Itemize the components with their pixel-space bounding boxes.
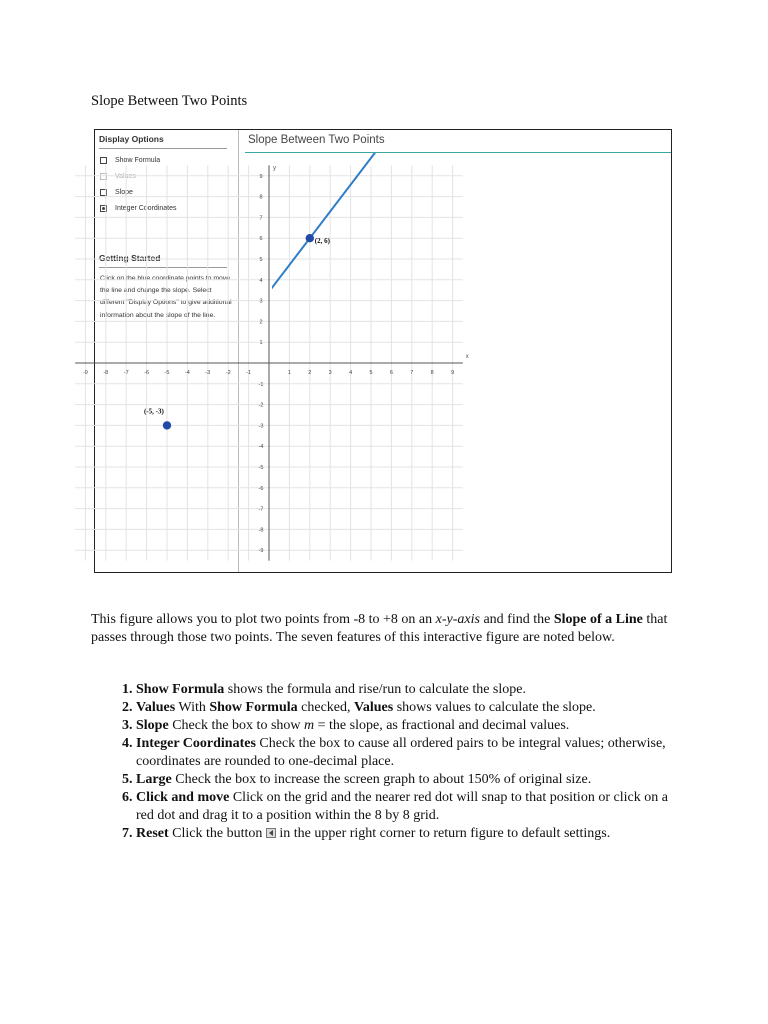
feature-item bbox=[136, 735, 681, 771]
feature-term: Values bbox=[136, 700, 176, 715]
axes bbox=[75, 165, 469, 560]
feature-term: Slope bbox=[136, 718, 169, 733]
y-tick-label: 1 bbox=[259, 340, 263, 347]
y-tick-label: 5 bbox=[259, 257, 263, 263]
x-tick-label: -9 bbox=[82, 370, 88, 376]
y-axis-label: y bbox=[273, 165, 276, 172]
document-title: Slope Between Two Points bbox=[91, 93, 248, 109]
x-tick-label: -8 bbox=[103, 370, 109, 376]
x-tick-label: -6 bbox=[144, 370, 150, 376]
y-tick-label: 7 bbox=[259, 215, 263, 222]
x-tick-label: 4 bbox=[349, 370, 353, 376]
y-tick-label: 3 bbox=[259, 298, 263, 305]
x-tick-label: 5 bbox=[369, 370, 373, 376]
y-tick-label: -9 bbox=[258, 548, 264, 555]
x-tick-label: -1 bbox=[246, 370, 252, 376]
display-options-heading: Display Options bbox=[99, 134, 227, 149]
feature-list bbox=[91, 681, 681, 843]
intro-part2: and find the bbox=[479, 612, 554, 627]
feature-text: = the slope, as fractional and decimal values. bbox=[314, 718, 570, 733]
intro-part3: that passes through those two points. The seven features of this interactive figure are noted below. bbox=[91, 612, 668, 645]
option-label: Integer Coordinates bbox=[115, 205, 177, 212]
option-label: Slope bbox=[115, 189, 133, 196]
feature-item bbox=[136, 681, 681, 699]
point-b[interactable] bbox=[163, 421, 171, 429]
x-tick-label: 7 bbox=[410, 370, 414, 376]
x-tick-label: -7 bbox=[123, 370, 129, 376]
points-group[interactable] bbox=[144, 234, 331, 430]
y-tick-label: -6 bbox=[258, 485, 264, 492]
x-tick-label: 6 bbox=[389, 370, 393, 376]
point-a[interactable] bbox=[306, 234, 314, 242]
panel-title: Slope Between Two Points bbox=[248, 134, 385, 146]
feature-term: Show Formula bbox=[136, 682, 225, 697]
feature-text: Check the box to increase the screen graph to about 150% of original size. bbox=[171, 772, 592, 787]
feature-term: Values bbox=[354, 700, 394, 715]
coordinate-graph[interactable] bbox=[82, 130, 671, 572]
feature-var: m bbox=[304, 718, 315, 733]
feature-item bbox=[136, 699, 681, 717]
x-tick-label: 3 bbox=[328, 370, 332, 376]
x-axis-label: x bbox=[465, 354, 469, 360]
feature-text: shows the formula and rise/run to calculate the slope. bbox=[224, 682, 526, 697]
y-tick-label: 9 bbox=[259, 173, 263, 180]
y-tick-label: -2 bbox=[258, 402, 264, 409]
feature-item bbox=[136, 771, 681, 789]
feature-text: Click the button bbox=[168, 826, 266, 841]
intro-part1: This figure allows you to plot two points from -8 to +8 on an bbox=[91, 612, 436, 627]
feature-item bbox=[136, 717, 681, 735]
feature-term: Reset bbox=[136, 826, 169, 841]
intro-axis-term: x-y-axis bbox=[435, 612, 480, 627]
y-tick-label: -4 bbox=[258, 444, 264, 451]
x-tick-label: -2 bbox=[225, 370, 231, 376]
feature-term: Large bbox=[136, 772, 172, 787]
y-tick-label: 2 bbox=[259, 319, 263, 326]
feature-item bbox=[136, 789, 681, 825]
getting-started-heading: Getting Started bbox=[99, 253, 227, 268]
getting-started-text: Click on the blue coordinate points to move the line and change the slope. Select different "Display Options" to give additional information about the slope of the line. bbox=[100, 275, 232, 319]
reset-icon bbox=[266, 828, 276, 838]
y-tick-label: -8 bbox=[258, 527, 264, 534]
point-label: (2, 6) bbox=[314, 237, 330, 246]
y-tick-label: -3 bbox=[258, 423, 264, 430]
feature-term: Integer Coordinates bbox=[136, 736, 256, 751]
y-tick-label: 8 bbox=[259, 194, 263, 201]
x-tick-label: -5 bbox=[164, 370, 170, 376]
y-tick-label: 4 bbox=[259, 277, 263, 284]
feature-text: Check the box to show bbox=[168, 718, 305, 733]
x-tick-label: 9 bbox=[451, 370, 455, 376]
point-label: (-5, -3) bbox=[144, 407, 164, 416]
feature-text: With bbox=[175, 700, 210, 715]
x-tick-label: -3 bbox=[205, 370, 211, 376]
feature-text: Check the box to cause all ordered pairs to be integral values; otherwise, coordinates are rounded to one-decimal place. bbox=[136, 736, 666, 769]
feature-text: Click on the grid and the nearer red dot will snap to that position or click on a red dot and drag it to a position within the 8 by 8 grid. bbox=[136, 790, 668, 823]
slope-figure bbox=[82, 129, 672, 573]
feature-text: in the upper right corner to return figure to default settings. bbox=[275, 826, 611, 841]
x-tick-label: 8 bbox=[430, 370, 434, 376]
option-label: Values bbox=[115, 173, 136, 180]
x-tick-label: 2 bbox=[308, 370, 312, 376]
x-tick-label: -4 bbox=[184, 370, 190, 376]
feature-term: Click and move bbox=[136, 790, 230, 805]
feature-text: shows values to calculate the slope. bbox=[393, 700, 596, 715]
x-tick-label: 1 bbox=[287, 370, 291, 376]
intro-bold-term: Slope of a Line bbox=[553, 612, 643, 627]
y-tick-label: -1 bbox=[258, 381, 264, 388]
feature-item bbox=[136, 825, 681, 843]
intro-paragraph bbox=[91, 611, 681, 647]
feature-text: checked, bbox=[297, 700, 355, 715]
option-label: Show Formula bbox=[115, 157, 161, 164]
y-tick-label: -7 bbox=[258, 506, 264, 513]
y-tick-label: -5 bbox=[258, 465, 264, 471]
feature-term: Show Formula bbox=[209, 700, 298, 715]
y-tick-label: 6 bbox=[259, 236, 263, 243]
